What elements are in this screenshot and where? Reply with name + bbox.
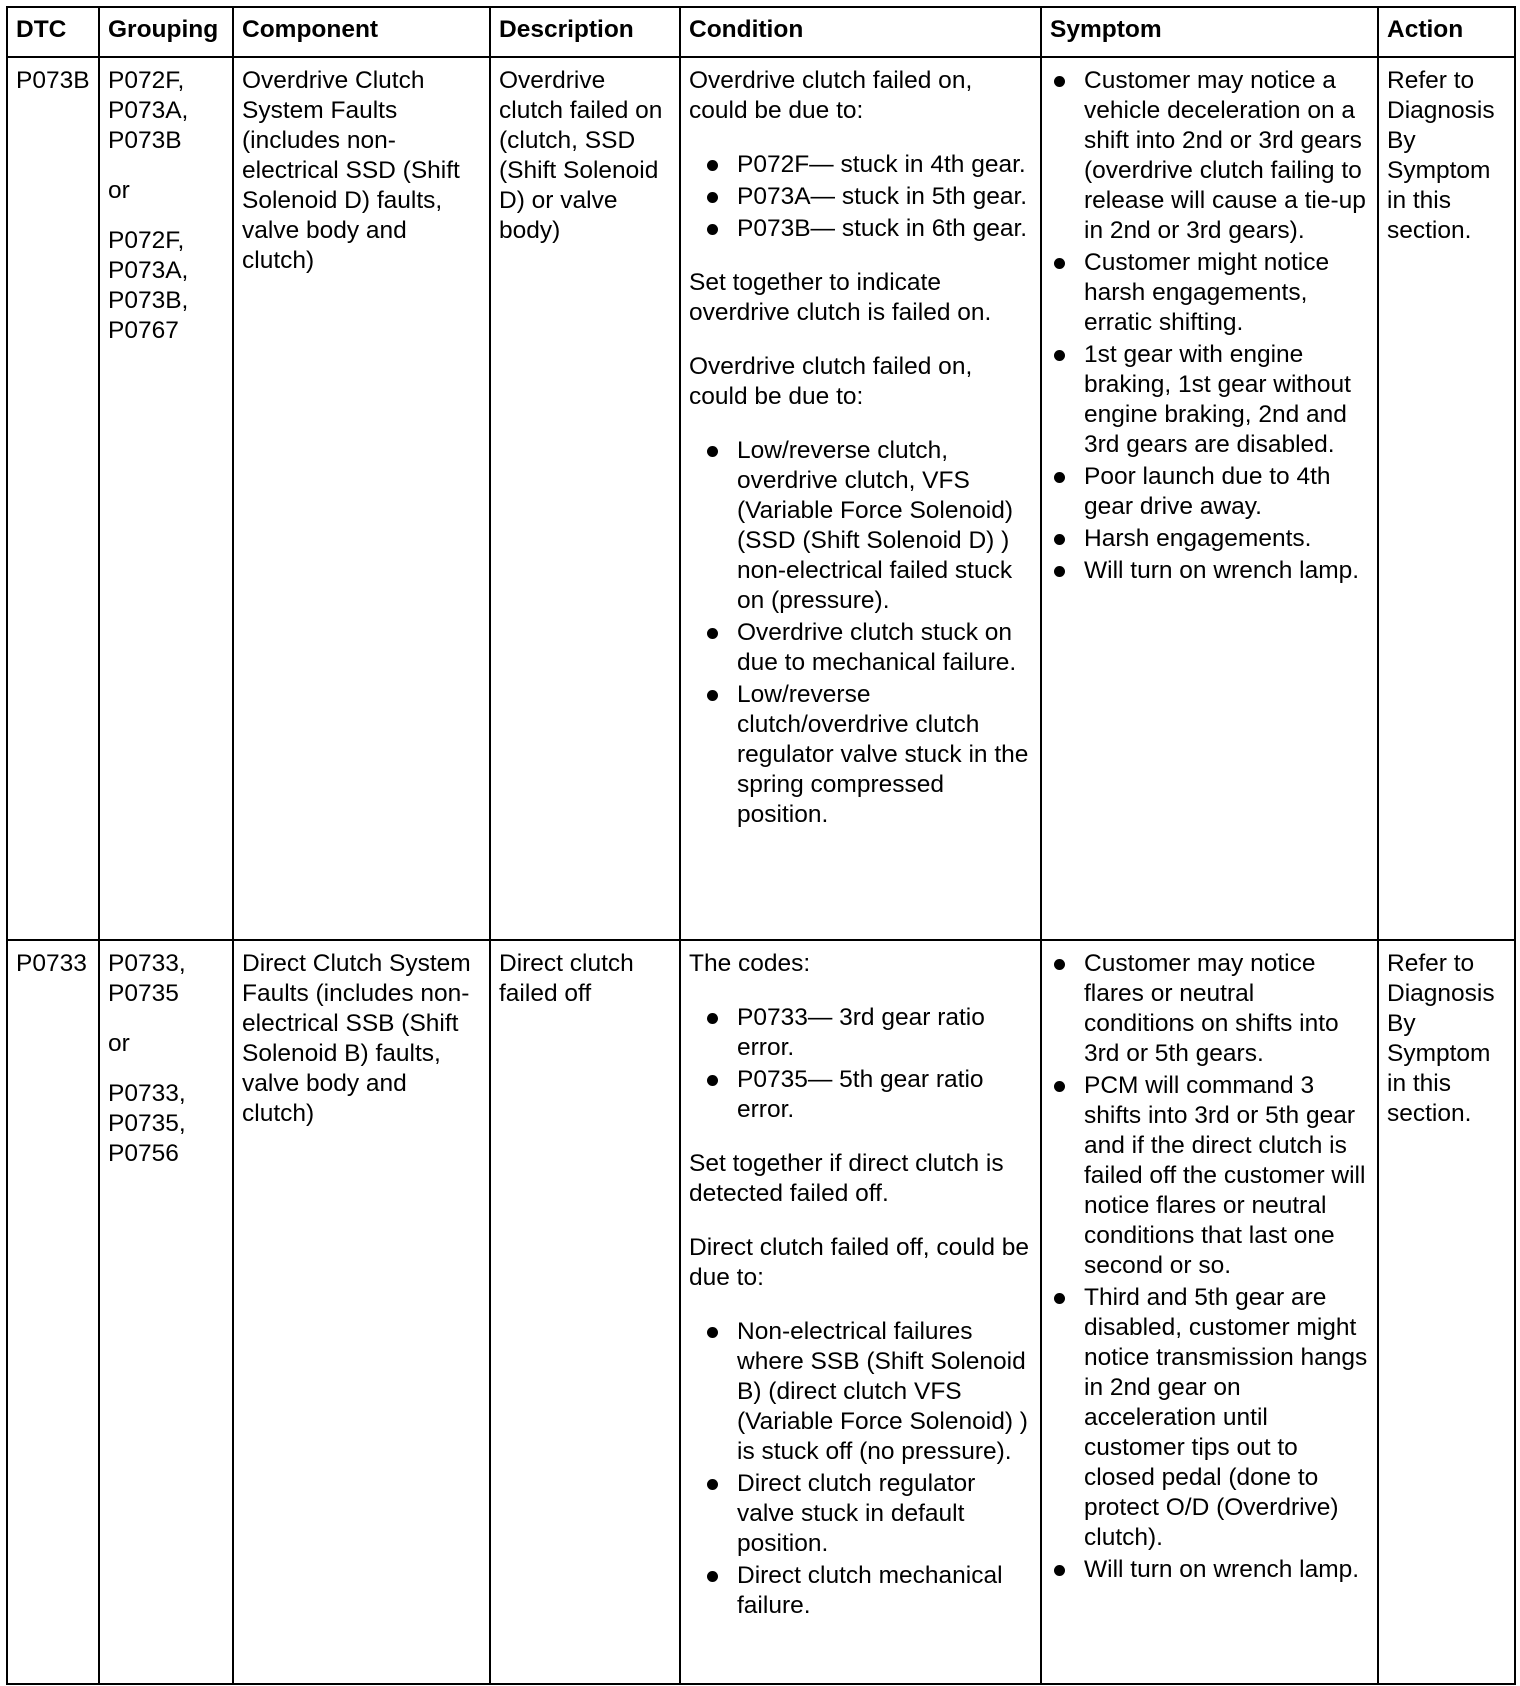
condition-cause-list <box>689 436 1032 830</box>
symptom-list <box>1050 949 1369 1585</box>
grouping-code: P0733, <box>108 950 186 977</box>
grouping-cell <box>99 940 233 1684</box>
list-item: P0733— 3rd gear ratio error. <box>737 1003 1032 1063</box>
grouping-or: or <box>108 177 130 204</box>
dtc-cell: P0733 <box>7 940 99 1684</box>
list-item: Low/reverse clutch/overdrive clutch regulator valve stuck in the spring compressed position. <box>737 680 1032 830</box>
symptom-cell <box>1041 57 1378 940</box>
description-cell: Overdrive clutch failed on (clutch, SSD (Shift Solenoid D) or valve body) <box>490 57 680 940</box>
grouping-code: P073A, <box>108 257 189 284</box>
list-item: PCM will command 3 shifts into 3rd or 5th gear and if the direct clutch is failed off the customer will notice flares or neutral conditions that last one second or so. <box>1084 1071 1369 1281</box>
list-item: P0735— 5th gear ratio error. <box>737 1065 1032 1125</box>
list-item: Non-electrical failures where SSB (Shift Solenoid B) (direct clutch VFS (Variable Force Solenoid) ) is stuck off (no pressure). <box>737 1317 1032 1467</box>
grouping-code: P0735, <box>108 1110 186 1137</box>
header-symptom: Symptom <box>1041 7 1378 57</box>
list-item: Harsh engagements. <box>1084 524 1369 554</box>
list-item: P072F— stuck in 4th gear. <box>737 150 1032 180</box>
list-item: Low/reverse clutch, overdrive clutch, VFS (Variable Force Solenoid) (SSD (Shift Solenoid D) ) non-electrical failed stuck on (pressure). <box>737 436 1032 616</box>
condition-set-together: Set together to indicate overdrive clutch is failed on. <box>689 269 992 326</box>
grouping-or: or <box>108 1030 130 1057</box>
condition-cause-intro: Direct clutch failed off, could be due to: <box>689 1234 1030 1291</box>
grouping-cell <box>99 57 233 940</box>
list-item: Direct clutch mechanical failure. <box>737 1561 1032 1621</box>
condition-intro: The codes: <box>689 950 811 977</box>
list-item: P073A— stuck in 5th gear. <box>737 182 1032 212</box>
condition-cell <box>680 940 1041 1684</box>
action-cell: Refer to Diagnosis By Symptom in this section. <box>1378 57 1515 940</box>
header-condition: Condition <box>680 7 1041 57</box>
condition-code-list <box>689 1003 1032 1125</box>
header-grouping: Grouping <box>99 7 233 57</box>
list-item: Third and 5th gear are disabled, customer might notice transmission hangs in 2nd gear on acceleration until customer tips out to closed pedal (done to protect O/D (Overdrive) clutch). <box>1084 1284 1368 1551</box>
table-row <box>7 940 1515 1684</box>
dtc-table <box>6 6 1516 1685</box>
symptom-list <box>1050 66 1369 586</box>
list-item: Customer may notice a vehicle deceleration on a shift into 2nd or 3rd gears (overdrive clutch failing to release will cause a tie-up in 2nd or 3rd gears). <box>1084 66 1369 246</box>
condition-cell <box>680 57 1041 940</box>
grouping-code: P0756 <box>108 1140 179 1167</box>
header-description: Description <box>490 7 680 57</box>
symptom-cell <box>1041 940 1378 1684</box>
list-item: Poor launch due to 4th gear drive away. <box>1084 462 1369 522</box>
condition-intro: Overdrive clutch failed on, could be due to: <box>689 67 973 124</box>
grouping-code: P073B, <box>108 287 189 314</box>
component-cell: Direct Clutch System Faults (includes non-electrical SSB (Shift Solenoid B) faults, valve body and clutch) <box>233 940 490 1684</box>
list-item: Will turn on wrench lamp. <box>1084 1555 1369 1585</box>
list-item: P073B— stuck in 6th gear. <box>737 214 1032 244</box>
grouping-code: P0735 <box>108 980 179 1007</box>
grouping-code: P0733, <box>108 1080 186 1107</box>
action-cell: Refer to Diagnosis By Symptom in this section. <box>1378 940 1515 1684</box>
component-cell: Overdrive Clutch System Faults (includes non-electrical SSD (Shift Solenoid D) faults, valve body and clutch) <box>233 57 490 940</box>
condition-code-list <box>689 150 1032 244</box>
condition-cause-list <box>689 1317 1032 1621</box>
list-item: Overdrive clutch stuck on due to mechanical failure. <box>737 618 1032 678</box>
grouping-code: P073B <box>108 127 182 154</box>
grouping-code: P0767 <box>108 317 179 344</box>
header-component: Component <box>233 7 490 57</box>
table-header-row <box>7 7 1515 57</box>
list-item: Customer may notice flares or neutral conditions on shifts into 3rd or 5th gears. <box>1084 949 1369 1069</box>
list-item: Direct clutch regulator valve stuck in default position. <box>737 1469 1032 1559</box>
condition-cause-intro: Overdrive clutch failed on, could be due to: <box>689 353 973 410</box>
condition-set-together: Set together if direct clutch is detected failed off. <box>689 1150 1004 1207</box>
grouping-code: P073A, <box>108 97 189 124</box>
list-item: Will turn on wrench lamp. <box>1084 556 1369 586</box>
header-dtc: DTC <box>7 7 99 57</box>
grouping-code: P072F, <box>108 67 185 94</box>
description-cell: Direct clutch failed off <box>490 940 680 1684</box>
table-row <box>7 57 1515 940</box>
grouping-code: P072F, <box>108 227 185 254</box>
list-item: Customer might notice harsh engagements, erratic shifting. <box>1084 248 1369 338</box>
list-item: 1st gear with engine braking, 1st gear without engine braking, 2nd and 3rd gears are disabled. <box>1084 340 1369 460</box>
dtc-cell: P073B <box>7 57 99 940</box>
header-action: Action <box>1378 7 1515 57</box>
